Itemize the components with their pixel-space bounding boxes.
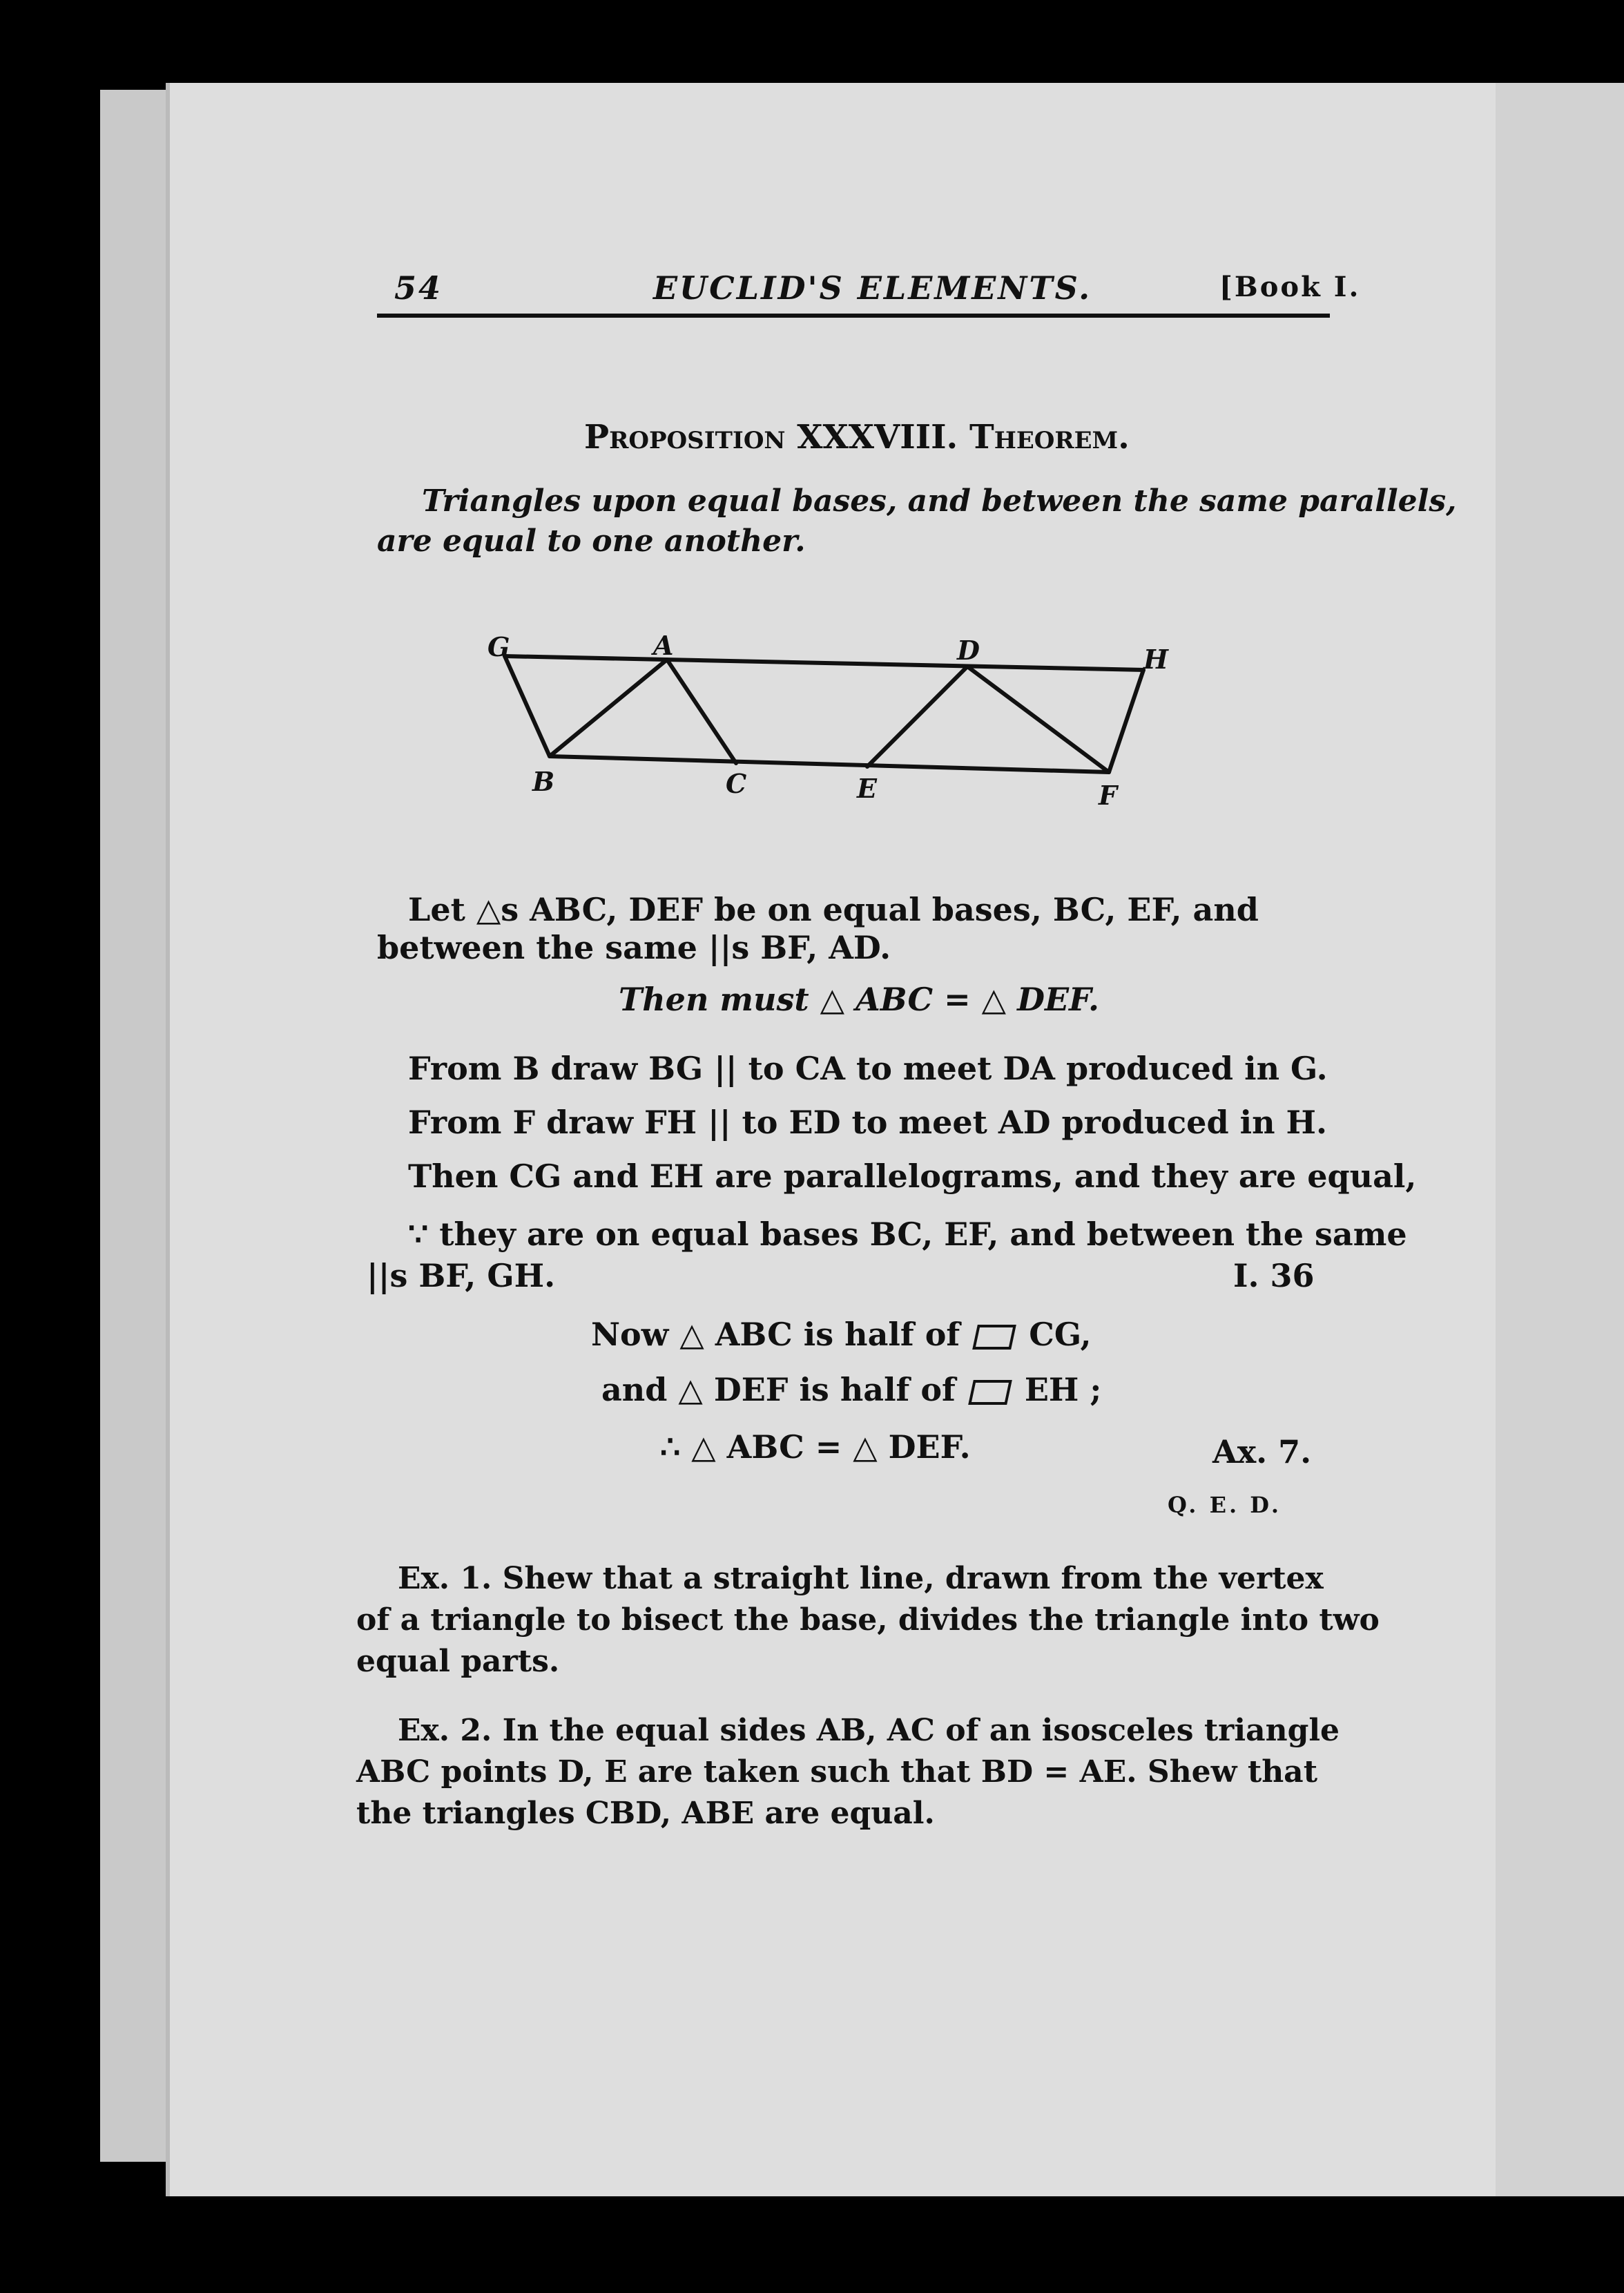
enunciation-line-2: are equal to one another. <box>377 524 806 559</box>
label-F: F <box>1099 780 1117 811</box>
exercise-2-line-2: ABC points D, E are taken such that BD = AE. Shew that <box>356 1754 1318 1790</box>
line-ED <box>867 666 967 767</box>
line-AC <box>667 660 736 763</box>
label-D: D <box>957 635 980 666</box>
line-BF <box>550 756 1109 772</box>
exercise-2-line-1: Ex. 2. In the equal sides AB, AC of an isosceles triangle <box>398 1713 1340 1748</box>
book-spine <box>100 90 168 2162</box>
and-eh: EH ; <box>1024 1371 1102 1408</box>
enunciation-line-1: Triangles upon equal bases, and between the same parallels, <box>422 483 1457 519</box>
proof-conclusion: ∴ △ ABC = △ DEF. <box>660 1428 971 1466</box>
proposition-heading: Proposition XXXVIII. Theorem. <box>584 418 1130 457</box>
geometry-figure <box>446 629 1261 829</box>
line-BA <box>550 660 667 756</box>
proof-step-3: Then CG and EH are parallelograms, and they are equal, <box>408 1158 1417 1195</box>
now-cg: CG, <box>1029 1316 1092 1353</box>
proof-step-1: From B draw BG || to CA to meet DA produced in G. <box>408 1050 1328 1087</box>
proof-step-2: From F draw FH || to ED to meet AD produced in H. <box>408 1104 1328 1141</box>
label-C: C <box>726 768 747 799</box>
label-H: H <box>1143 644 1168 675</box>
parallelogram-symbol <box>968 1380 1012 1405</box>
proof-then-line: Then must △ ABC = △ DEF. <box>619 981 1100 1018</box>
header-rule <box>377 314 1330 318</box>
exercise-2-line-3: the triangles CBD, ABE are equal. <box>356 1796 935 1831</box>
proof-and-line <box>601 1371 1101 1408</box>
now-text: Now △ ABC is half of <box>591 1316 960 1353</box>
label-E: E <box>857 773 877 804</box>
running-title: EUCLID'S ELEMENTS. <box>653 269 1092 307</box>
exercise-1-line-1: Ex. 1. Shew that a straight line, drawn from the vertex <box>398 1561 1324 1596</box>
proof-step-4-line-1: ∵ they are on equal bases BC, EF, and between the same <box>408 1216 1407 1253</box>
label-B: B <box>532 766 555 797</box>
proof-let-line-1: Let △s ABC, DEF be on equal bases, BC, EF, and <box>408 891 1259 928</box>
and-text: and △ DEF is half of <box>601 1371 956 1408</box>
label-A: A <box>653 630 674 661</box>
exercise-1-line-2: of a triangle to bisect the base, divides the triangle into two <box>356 1602 1380 1638</box>
book-page <box>166 83 1496 2196</box>
qed: Q. E. D. <box>1168 1492 1282 1518</box>
line-GH <box>505 656 1143 670</box>
proof-now-line <box>591 1316 1091 1353</box>
page-number: 54 <box>394 269 443 307</box>
proof-step-4-reference: I. 36 <box>1233 1257 1315 1294</box>
facing-page-edge <box>1495 83 1624 2196</box>
label-G: G <box>487 631 510 662</box>
line-GB <box>505 656 550 756</box>
proof-conclusion-reference: Ax. 7. <box>1212 1433 1312 1470</box>
line-FH <box>1109 670 1143 772</box>
exercise-1-line-3: equal parts. <box>356 1644 560 1679</box>
parallelogram-symbol <box>972 1325 1016 1350</box>
proof-step-4-line-2: ||s BF, GH. <box>367 1257 556 1294</box>
book-label: [Book I. <box>1219 271 1361 303</box>
line-DF <box>967 666 1109 772</box>
proof-let-line-2: between the same ||s BF, AD. <box>377 929 891 966</box>
